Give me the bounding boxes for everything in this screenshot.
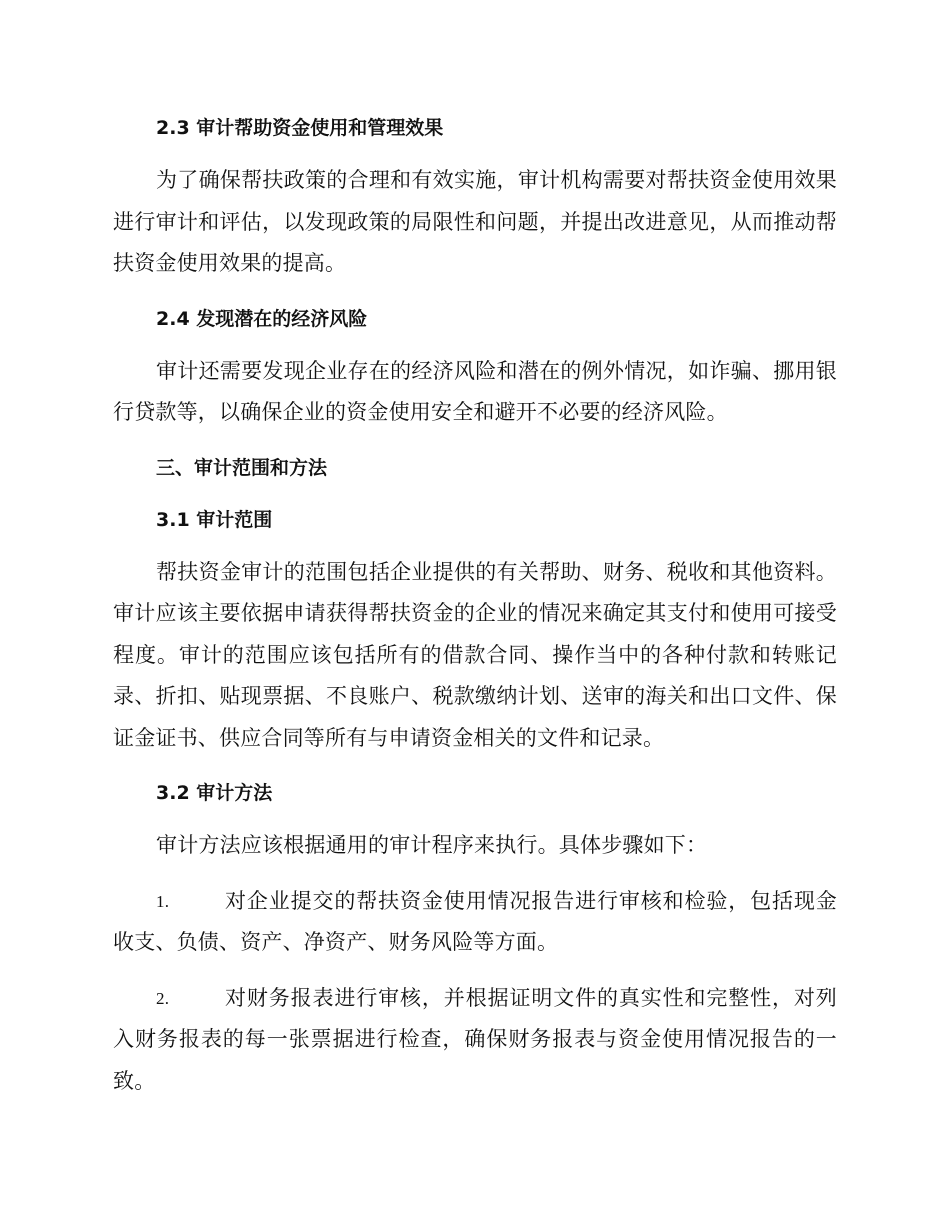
list-item-text: 对财务报表进行审核，并根据证明文件的真实性和完整性，对列入财务报表的每一张票据进行检查，确保财务报表与资金使用情况报告的一致。 <box>113 985 837 1093</box>
list-item <box>113 978 837 1103</box>
section-heading-2-3: 2.3 审计帮助资金使用和管理效果 <box>156 117 444 139</box>
list-item <box>113 881 837 964</box>
paragraph-3-1: 帮扶资金审计的范围包括企业提供的有关帮助、财务、税收和其他资料。审计应该主要依据申请获得帮扶资金的企业的情况来确定其支付和使用可接受程度。审计的范围应该包括所有的借款合同、操作当中的各种付款和转账记录、折扣、贴现票据、不良账户、税款缴纳计划、送审的海关和出口文件、保证金证书、供应合同等所有与申请资金相关的文件和记录。 <box>113 559 837 750</box>
document-page <box>113 108 837 1102</box>
paragraph-3-2-intro: 审计方法应该根据通用的审计程序来执行。具体步骤如下： <box>156 833 708 857</box>
section-heading-3: 三、审计范围和方法 <box>156 456 328 479</box>
section-heading-3-1: 3.1 审计范围 <box>156 508 273 531</box>
list-item-number: 2. <box>156 988 170 1008</box>
list-item-text: 对企业提交的帮扶资金使用情况报告进行审核和检验，包括现金收支、负债、资产、净资产、财务风险等方面。 <box>113 888 837 954</box>
section-heading-2-4: 2.4 发现潜在的经济风险 <box>156 307 368 330</box>
list-item-number: 1. <box>156 891 170 911</box>
paragraph-2-4: 审计还需要发现企业存在的经济风险和潜在的例外情况，如诈骗、挪用银行贷款等，以确保企业的资金使用安全和避开不必要的经济风险。 <box>113 358 837 424</box>
paragraph-2-3: 为了确保帮扶政策的合理和有效实施，审计机构需要对帮扶资金使用效果进行审计和评估，以发现政策的局限性和问题，并提出改进意见，从而推动帮扶资金使用效果的提高。 <box>113 168 837 275</box>
section-heading-3-2: 3.2 审计方法 <box>156 782 273 804</box>
